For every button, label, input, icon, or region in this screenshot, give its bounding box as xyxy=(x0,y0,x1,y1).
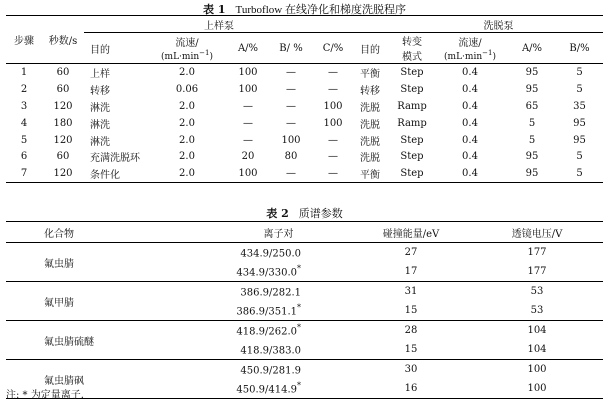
header-flow xyxy=(148,33,226,64)
table-row: 氟甲腈 386.9/282.1 31 53 xyxy=(6,282,603,302)
table1-column-header xyxy=(6,33,603,64)
table2-header xyxy=(6,222,603,243)
table-row: 氟虫腈 434.9/250.0 27 177 xyxy=(6,243,603,263)
header-load-pump: 上样泵 xyxy=(84,16,354,33)
header-purpose: 目的 xyxy=(90,44,110,56)
table-row: 418.9/383.0 15 104 xyxy=(6,340,603,360)
table2-caption xyxy=(0,205,609,221)
table-row: 氟虫腈硫醚 418.9/262.0* 28 104 xyxy=(6,321,603,341)
compound-name: 氟甲腈 xyxy=(6,282,206,321)
table1 xyxy=(6,15,603,183)
header-c-pct: C/% xyxy=(322,42,344,54)
header-collision-energy: 碰撞能量/eV xyxy=(382,228,440,240)
header-mode: 转变 模式 xyxy=(402,37,422,63)
table1-group-header xyxy=(6,16,603,33)
header-a-pct: A/% xyxy=(237,42,259,54)
table-row: 7 120 条件化 2.0 100 — — 平衡 Step 0.4 95 5 xyxy=(6,165,603,182)
header-flow2: 流速/ $(mL\cdot\min^{-1})$ xyxy=(444,38,496,62)
table-row: 450.9/414.9* 16 100 xyxy=(6,379,603,399)
header-a2-pct: A/% xyxy=(521,42,543,54)
table-row: 4 180 淋洗 2.0 — — 100 洗脱 Ramp 0.4 5 95 xyxy=(20,117,586,131)
table1-caption-text: Turboflow 在线净化和梯度洗脱程序 xyxy=(235,4,406,16)
header-purpose2: 目的 xyxy=(360,44,380,56)
header-elute-pump: 洗脱泵 xyxy=(354,16,603,33)
compound-name: 氟虫腈 xyxy=(6,243,206,282)
table-row: 386.9/351.1* 15 53 xyxy=(6,301,603,321)
table2 xyxy=(6,221,603,399)
header-step: 步骤 xyxy=(6,16,42,64)
footnote: 注: * 为定量离子. xyxy=(6,390,84,401)
header-seconds: 秒数/s xyxy=(42,16,84,64)
table2-caption-number: 表 2 xyxy=(266,207,289,220)
table-row: 2 60 转移 0.06 100 — — 转移 Step 0.4 95 5 xyxy=(20,83,583,97)
compound-name: 氟虫腈硫醚 xyxy=(6,321,206,360)
table-row: 6 60 充满洗脱环 2.0 20 80 — 洗脱 Step 0.4 95 5 xyxy=(20,151,583,165)
header-flow-line1: 流速/ xyxy=(175,38,199,49)
header-b2-pct: B/% xyxy=(569,42,590,54)
table-row: 3 120 淋洗 2.0 — — 100 洗脱 Ramp 0.4 65 35 xyxy=(20,100,586,114)
table-row: 5 120 淋洗 2.0 — 100 — 洗脱 Step 0.4 5 95 xyxy=(20,134,586,148)
header-b-pct: B/ % xyxy=(279,42,303,54)
table-row: 434.9/330.0* 17 177 xyxy=(6,262,603,282)
header-lens-voltage: 透镜电压/V xyxy=(511,228,563,240)
header-ion-pair: 离子对 xyxy=(263,228,294,240)
table-row: 氟虫腈砜 450.9/281.9 30 100 xyxy=(6,360,603,380)
table-row: 1 60 上样 2.0 100 — — 平衡 Step 0.4 95 5 xyxy=(20,66,583,80)
table1-caption-number: 表 1 xyxy=(203,3,226,16)
table2-caption-text: 质谱参数 xyxy=(298,207,343,220)
compound-name: 氟虫腈砜 xyxy=(6,360,206,399)
header-flow-line2: $(mL\cdot\min^{-1})$ xyxy=(161,49,213,62)
header-compound: 化合物 xyxy=(44,228,74,240)
